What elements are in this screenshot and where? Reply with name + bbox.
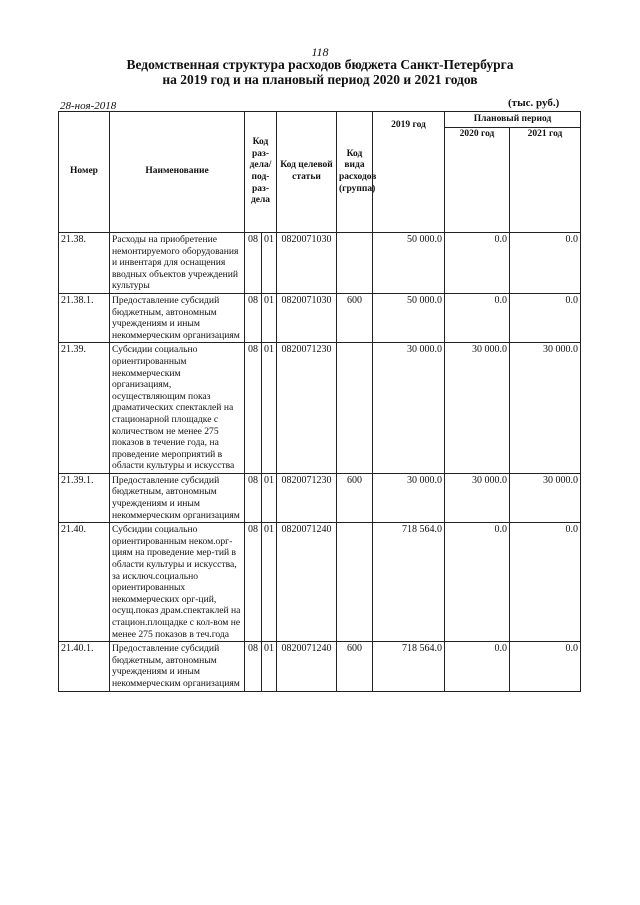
row-subsection: 01 (262, 343, 277, 474)
row-2021: 0.0 (510, 293, 581, 342)
row-2021: 30 000.0 (510, 473, 581, 522)
row-2019: 718 564.0 (373, 523, 445, 642)
row-number: 21.40.1. (59, 642, 110, 691)
row-2019: 30 000.0 (373, 343, 445, 474)
row-2020: 0.0 (445, 642, 510, 691)
row-2019: 718 564.0 (373, 642, 445, 691)
row-2019: 30 000.0 (373, 473, 445, 522)
row-expense-type (337, 343, 373, 474)
row-target: 0820071030 (277, 293, 337, 342)
row-number: 21.38.1. (59, 293, 110, 342)
row-target: 0820071230 (277, 473, 337, 522)
row-2021: 0.0 (510, 523, 581, 642)
title-line-2: на 2019 год и на плановый период 2020 и 2021 годов (162, 72, 478, 87)
table-row (59, 343, 581, 474)
header-expense-type: Код вида расходов (группа) (337, 112, 373, 233)
row-name: Расходы на приобретение немонтируемого оборудования и инвентаря для оснащения вводных объектов учреждений культуры (110, 233, 245, 294)
row-name: Субсидии социально ориентированным неком.орг-циям на проведение мер-тий в области культуры и искусства, за исключ.социально ориентированных некоммерческих орг-ций, осущ.показ драм.спектаклей на стацион.площадке с кол-вом не менее 275 показов в теч.года (110, 523, 245, 642)
row-subsection: 01 (262, 523, 277, 642)
row-2019: 50 000.0 (373, 293, 445, 342)
row-2020: 0.0 (445, 233, 510, 294)
row-expense-type (337, 523, 373, 642)
row-2020: 0.0 (445, 523, 510, 642)
table-body (59, 233, 581, 692)
page-number: 118 (311, 45, 329, 59)
table-row (59, 233, 581, 294)
header-number: Номер (59, 112, 110, 233)
row-subsection: 01 (262, 293, 277, 342)
table-row (59, 473, 581, 522)
row-2019: 50 000.0 (373, 233, 445, 294)
row-subsection: 01 (262, 233, 277, 294)
row-2021: 0.0 (510, 233, 581, 294)
row-name: Предоставление субсидий бюджетным, автономным учреждениям и иным некоммерческим организациям (110, 293, 245, 342)
document-date: 28-ноя-2018 (60, 100, 117, 112)
row-number: 21.40. (59, 523, 110, 642)
units-label: (тыс. руб.) (508, 97, 560, 109)
row-expense-type: 600 (337, 293, 373, 342)
header-target: Код целевой статьи (277, 112, 337, 233)
title-line-1: Ведомственная структура расходов бюджета Санкт-Петербурга (126, 57, 514, 72)
table-row (59, 642, 581, 691)
row-2021: 0.0 (510, 642, 581, 691)
row-section: 08 (245, 343, 262, 474)
row-2020: 0.0 (445, 293, 510, 342)
row-number: 21.39.1. (59, 473, 110, 522)
row-subsection: 01 (262, 473, 277, 522)
header-name: Наименование (110, 112, 245, 233)
row-name: Предоставление субсидий бюджетным, автономным учреждениям и иным некоммерческим организациям (110, 642, 245, 691)
row-section: 08 (245, 523, 262, 642)
row-2021: 30 000.0 (510, 343, 581, 474)
header-section: Код раз- дела/ под- раз- дела (245, 112, 277, 233)
table-row (59, 523, 581, 642)
row-section: 08 (245, 233, 262, 294)
header-2020: 2020 год (445, 128, 510, 233)
row-target: 0820071240 (277, 642, 337, 691)
budget-table (58, 111, 581, 692)
row-target: 0820071030 (277, 233, 337, 294)
header-plan-period: Плановый период (445, 112, 581, 128)
row-section: 08 (245, 642, 262, 691)
row-2020: 30 000.0 (445, 343, 510, 474)
row-section: 08 (245, 293, 262, 342)
row-number: 21.38. (59, 233, 110, 294)
table-row (59, 293, 581, 342)
row-subsection: 01 (262, 642, 277, 691)
row-expense-type: 600 (337, 473, 373, 522)
row-section: 08 (245, 473, 262, 522)
header-2019: 2019 год (373, 112, 445, 233)
row-expense-type (337, 233, 373, 294)
row-target: 0820071240 (277, 523, 337, 642)
header-2021: 2021 год (510, 128, 581, 233)
row-target: 0820071230 (277, 343, 337, 474)
row-2020: 30 000.0 (445, 473, 510, 522)
row-expense-type: 600 (337, 642, 373, 691)
document-title (0, 57, 640, 87)
row-number: 21.39. (59, 343, 110, 474)
row-name: Предоставление субсидий бюджетным, автономным учреждениям и иным некоммерческим организациям (110, 473, 245, 522)
row-name: Субсидии социально ориентированным некоммерческим организациям, осуществляющим показ драматических спектаклей на стационарной площадке с количеством не менее 275 показов в течение года, на проведение мероприятий в области культуры и искусства (110, 343, 245, 474)
